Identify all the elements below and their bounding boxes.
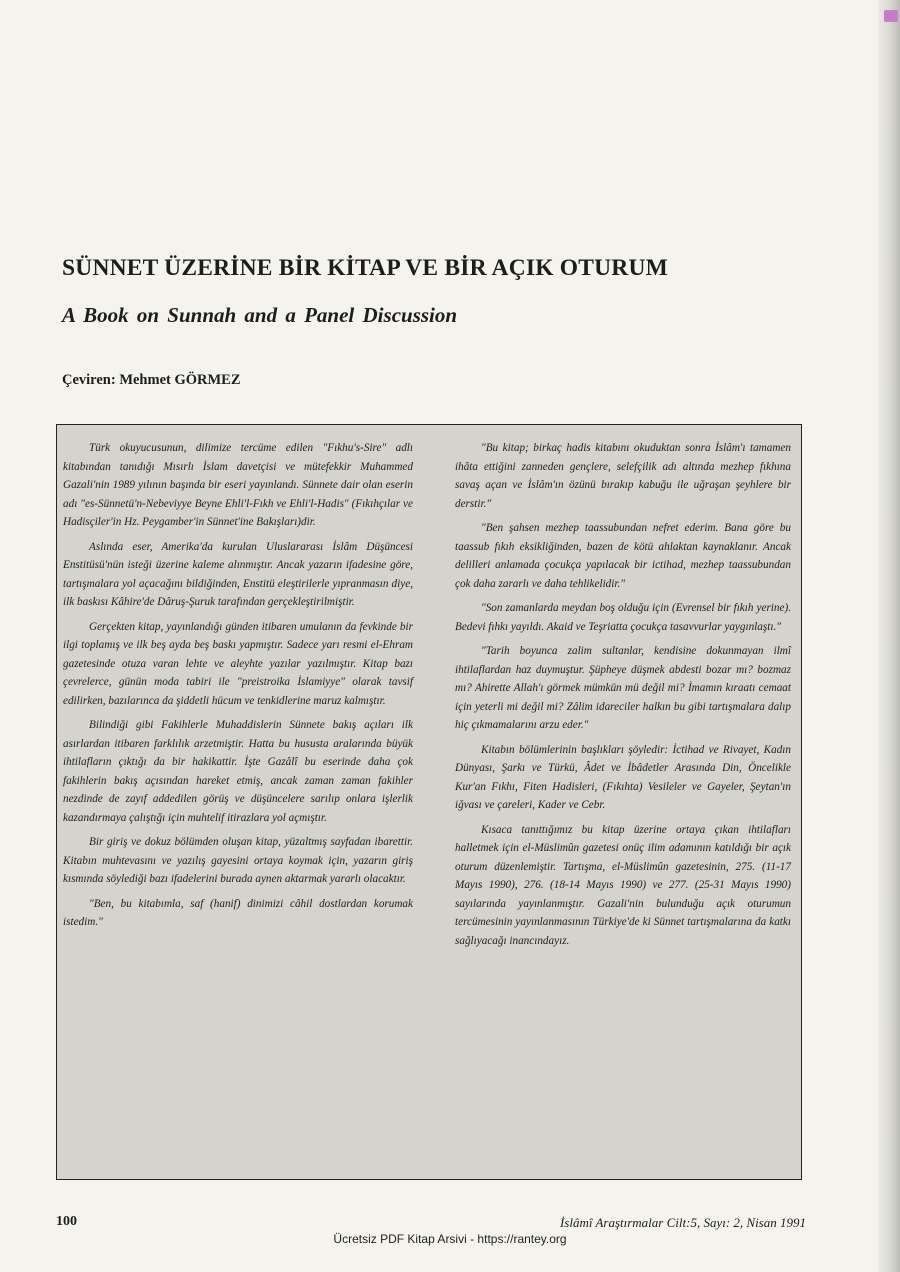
paragraph: "Ben, bu kitabımla, saf (hanif) dinimizi câhil dostlardan korumak istedim." [63,897,413,928]
watermark-text: Ücretsiz PDF Kitap Arsivi - https://rantey.org [333,1232,567,1246]
right-column [455,439,791,956]
paragraph: Gerçekten kitap, yayınlandığı günden itibaren umulanın da fevkinde bir ilgi toplamış ve ilk beş ayda beş baskı yapmıştır. Sadece yarı resmi el-Ehram gazetesinde otuza varan lehte ve aleyhte yazılar yazılmıştır. Kitap bazı çevrelerce, günün moda tabiri ile "preistroika İslamiyye" olarak tavsif edilirken, bazılarınca da şiddetli hücum ve tenkidlerine maruz kalmıştır. [63,620,413,707]
article-subtitle: A Book on Sunnah and a Panel Discussion [62,303,458,327]
paragraph: Bir giriş ve dokuz bölümden oluşan kitap, yüzaltmış sayfadan ibarettir. Kitabın muhtevasını ve yazılış gayesini ortaya koymak için, yazarın giriş kısmında söylediği bazı ifadelerini burada aynen aktarmak yararlı olacaktır. [63,836,413,885]
paragraph: Kısaca tanıttığımız bu kitap üzerine ortaya çıkan ihtilafları halletmek için el-Müslimûn gazetesi onüç ilim adamının katıldığı bir açık oturum düzenlemiştir. Tartışma, el-Müslimûn gazetesinin, 275. (11-17 Mayıs 1990), 276. (18-14 Mayıs 1990) ve 277. (25-31 Mayıs 1990) sayılarında yayınlanmıştır. Gazali'nin bulunduğu açık oturumun tercümesinin yayınlanmasının Türkiye'de ki Sünnet tartışmalarına da katkı sağlıyacağı inancındayız. [455,823,791,947]
page-edge-shadow [878,0,900,1272]
paragraph: "Son zamanlarda meydan boş olduğu için (Evrensel bir fıkıh yerine). Bedevi fıhkı yayıldı. Akaid ve Teşriatta çocukça tasavvurlar yaygınlaştı." [455,602,791,633]
paragraph: Türk okuyucusunun, dilimize tercüme edilen "Fıkhu's-Sire" adlı kitabından tanıdığı Mısırlı İslam davetçisi ve mütefekkir Muhammed Gazali'nin 1989 yılının başında bir eseri yayınlandı. Sünnete dair olan eserin adı "es-Sünnetü'n-Nebeviyye Beyne Ehli'l-Fıkh ve Ehli'l-Hadis" (Fıkıhçılar ve Hadisçiler'in Hz. Peygamber'in Sünnet'ine Bakışları)dir. [63,442,413,528]
translator-credit: Çeviren: Mehmet GÖRMEZ [62,372,241,388]
article-body-box [56,424,802,1180]
journal-citation: İslâmî Araştırmalar Cilt:5, Sayı: 2, Nisan 1991 [559,1215,806,1230]
page-number: 100 [56,1214,77,1229]
paragraph: "Bu kitap; birkaç hadis kitabını okuduktan sonra İslâm'ı tamamen ihâta ettiğini zanneden gençlere, selefçilik adı altında mezhep fıkhına savaş açan ve İslâm'ın özünü bırakıp kabuğu ile uğraşan şeyhlere bir derstir." [455,442,791,510]
paragraph: Aslında eser, Amerika'da kurulan Uluslararası İslâm Düşüncesi Enstitüsü'nün isteği üzerine kaleme alınmıştır. Ancak yazarın ifadesine göre, tartışmalara yol açacağını bildiğinden, Enstitü eleştirilerle yıpranmasın diye, ilk baskısı Kâhire'de Dâruş-Şuruk tarafından gerçekleştirilmiştir. [63,540,413,608]
paragraph: "Ben şahsen mezhep taassubundan nefret ederim. Bana göre bu taassub fıkıh eksikliğinden, bazen de kötü ahlaktan kaynaklanır. Ancak delilleri anlamada çocukça yapılacak bir ictihad, mezhep taassubundan çok daha zararlı ve daha tehlikelidir." [455,522,791,590]
left-column [63,439,413,938]
article-title: SÜNNET ÜZERİNE BİR KİTAP VE BİR AÇIK OTURUM [62,255,669,281]
paragraph: Bilindiği gibi Fakihlerle Muhaddislerin Sünnete bakış açıları ilk asırlardan itibaren farklılık arzetmiştir. Hatta bu hususta aralarında büyük ihtilafların çıktığı da bir hakikattir. İşte Gazâlî bu eserinde daha çok fakihlerin bakış açısından hareket etmiş, ancak zaman zaman fakihler nezdinde de zayıf addedilen görüş ve düşüncelere sarılıp onlara işlerlik kazandırmaya çalıştığı için muhtelif itirazlara yol açmıştır. [63,719,413,824]
paragraph: "Tarih boyunca zalim sultanlar, kendisine dokunmayan ilmî ihtilaflardan haz duymuştur. Şüpheye düşmek abdesti bozar mı? bozmaz mı? Ahirette Allah'ı görmek mümkün mü değil mi? İmamın kıraatı cemaat için yeterli mi değil mi? Zâlim idareciler halkın bu gibi tartışmalara dalıp hiç çıkmamalarını arzu eder." [455,645,791,731]
paragraph: Kitabın bölümlerinin başlıkları şöyledir: İctihad ve Rivayet, Kadın Dünyası, Şarkı ve Türkü, Âdet ve İbâdetler Arasında Din, Öncelikle Kur'an Fıkhı, Fiten Hadisleri, (Fıkıhta) Vesileler ve Gayeler, Şeytan'ın iğvası ve çareleri, Kader ve Cebr. [455,743,791,811]
page-corner-mark [884,10,898,22]
